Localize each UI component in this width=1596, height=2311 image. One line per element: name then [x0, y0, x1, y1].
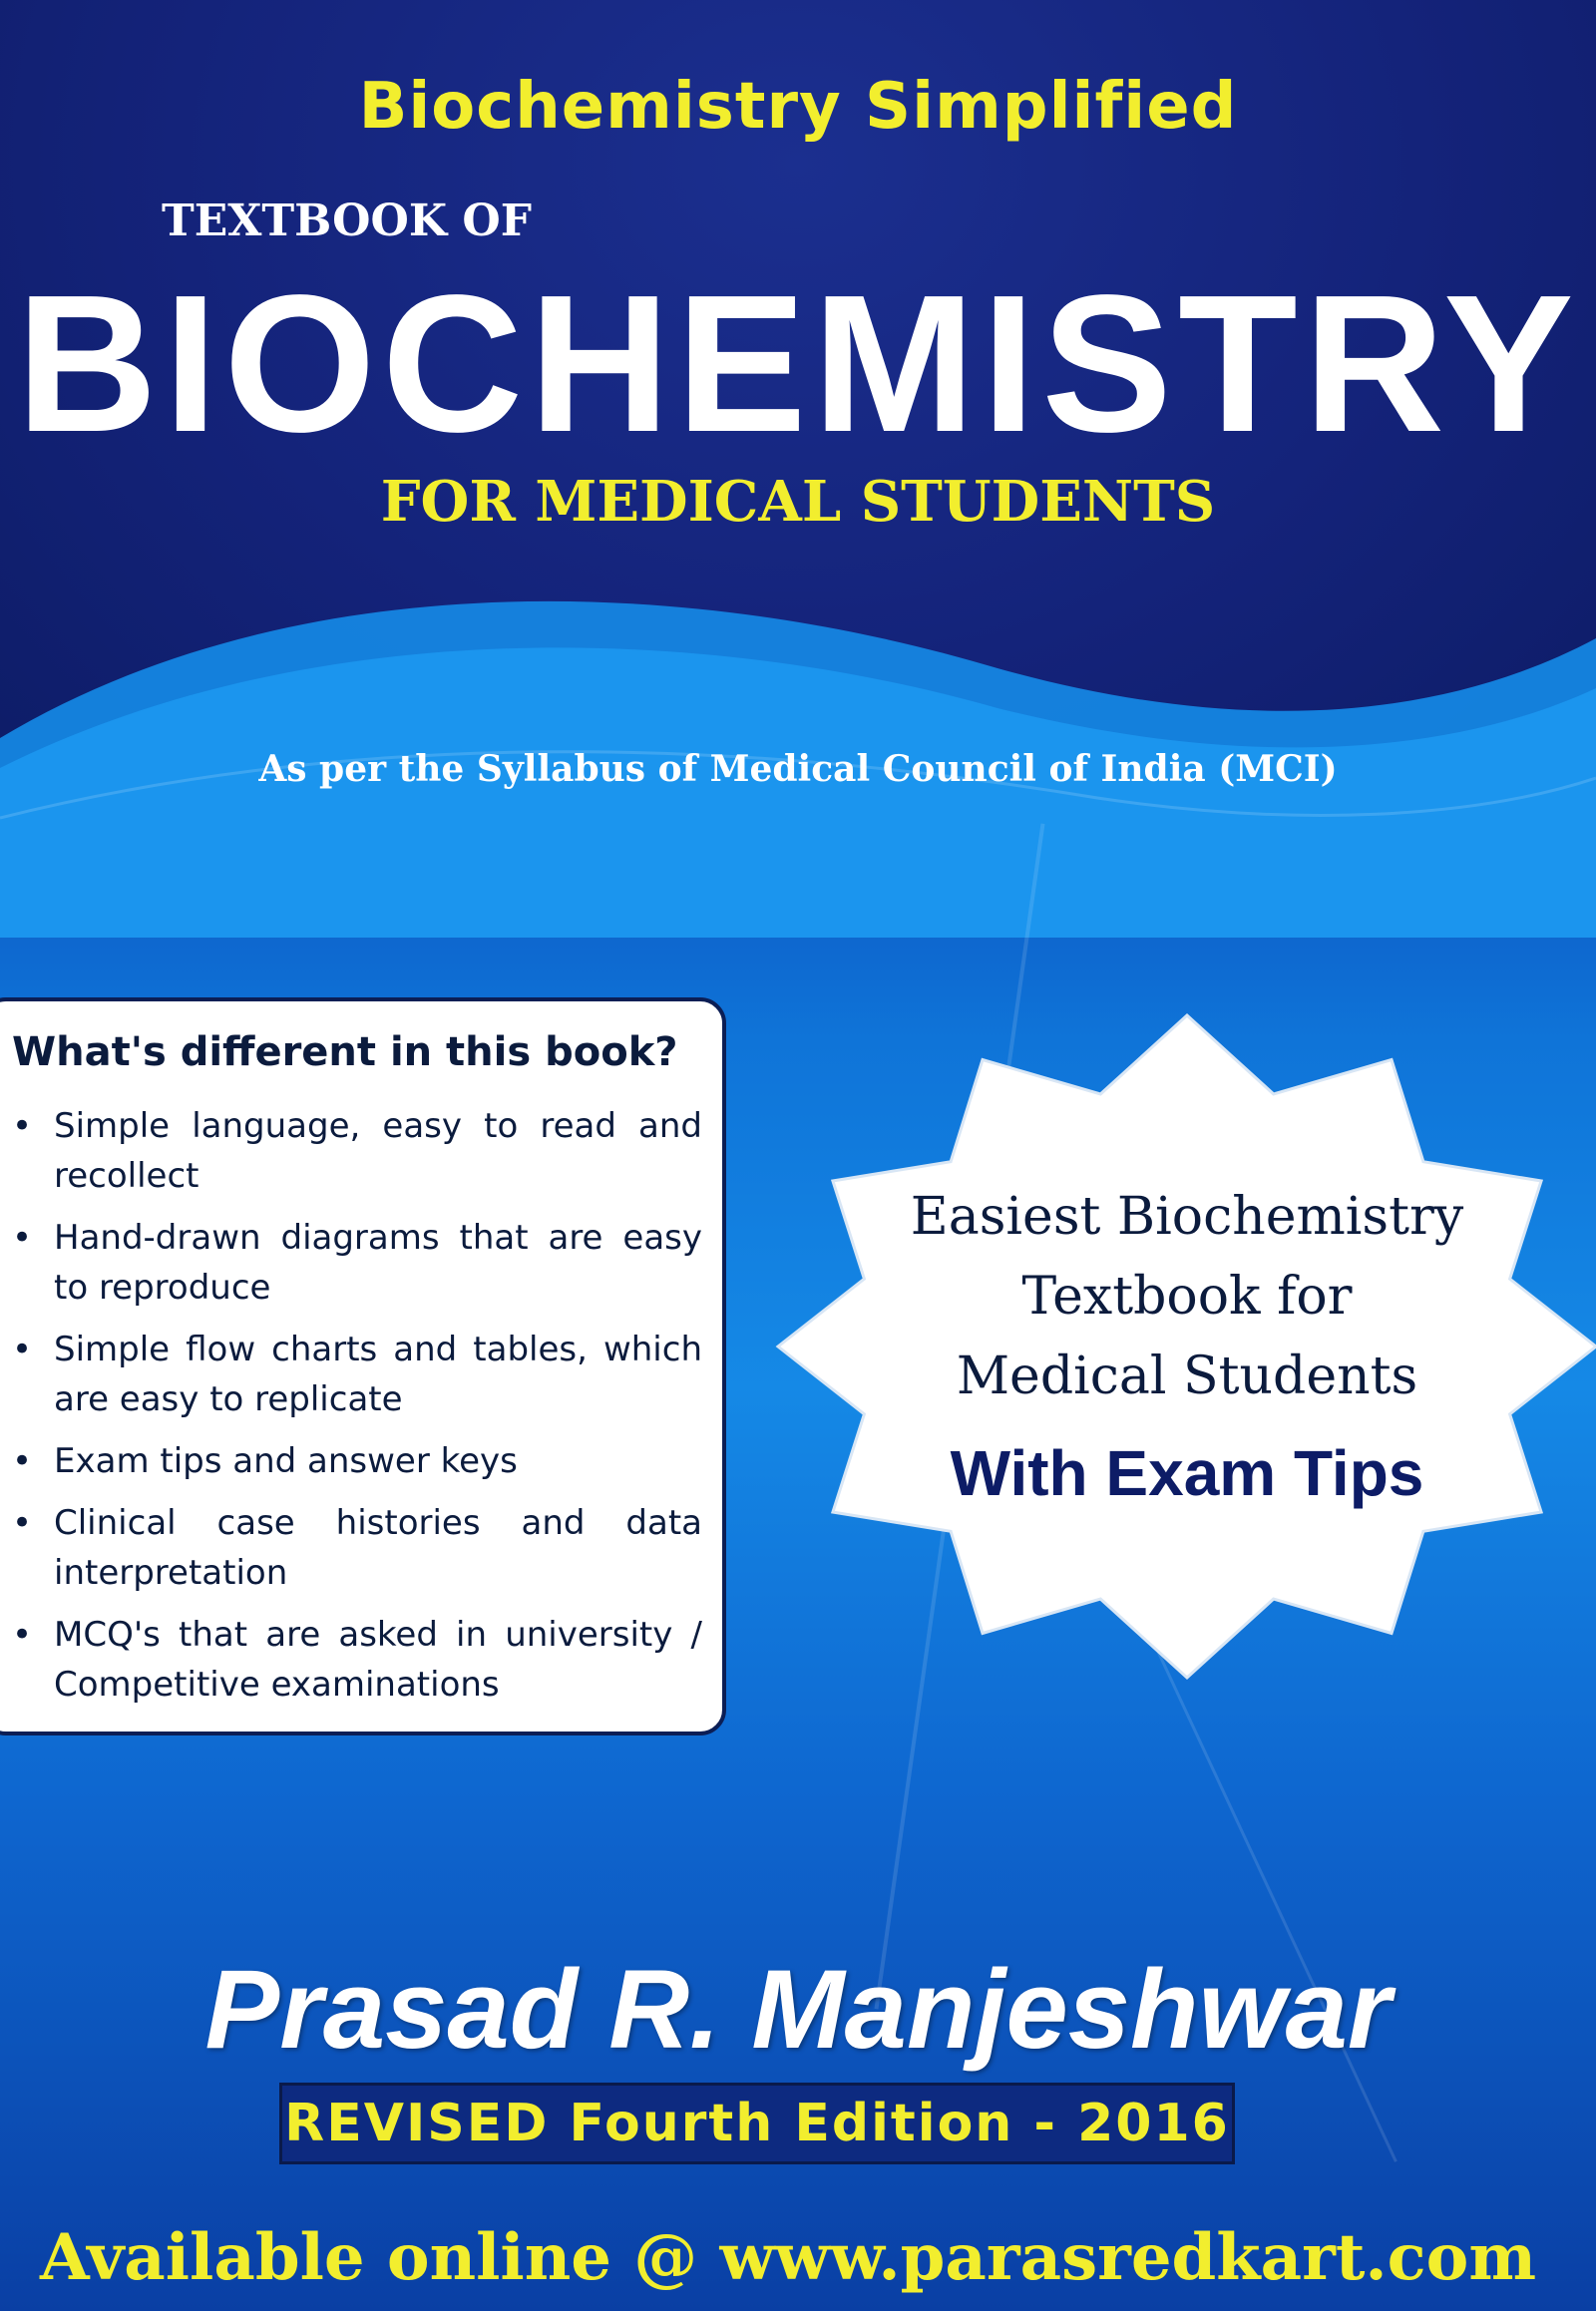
- feature-item: • Hand-drawn diagrams that are easy to reproduce: [4, 1213, 702, 1313]
- starburst-tagline: Easiest Biochemistry Textbook for Medical Students: [910, 1187, 1464, 1406]
- book-subtitle: FOR MEDICAL STUDENTS: [380, 469, 1216, 535]
- edition-label: REVISED Fourth Edition - 2016: [284, 2094, 1230, 2153]
- edition-banner: [279, 2083, 1235, 2164]
- starburst-text: [778, 1177, 1596, 1510]
- series-name: Biochemistry Simplified: [358, 70, 1238, 144]
- wave-decoration: [0, 519, 1596, 938]
- starburst-highlight: With Exam Tips: [950, 1437, 1424, 1509]
- feature-item: • Clinical case histories and data interpretation: [4, 1498, 702, 1598]
- features-box: [0, 997, 726, 1735]
- feature-item: • MCQ's that are asked in university / Competitive examinations: [4, 1610, 702, 1710]
- feature-item: • Exam tips and answer keys: [4, 1436, 702, 1486]
- book-title: BIOCHEMISTRY: [16, 254, 1580, 473]
- features-list: [4, 1101, 702, 1722]
- title-prefix: TEXTBOOK OF: [162, 195, 532, 246]
- syllabus-note: As per the Syllabus of Medical Council of India (MCI): [258, 748, 1338, 790]
- features-heading: What's different in this book?: [12, 1029, 678, 1075]
- website-note: Available online @ www.parasredkart.com: [40, 2220, 1537, 2295]
- feature-item: • Simple flow charts and tables, which are easy to replicate: [4, 1325, 702, 1424]
- author-name: Prasad R. Manjeshwar: [204, 1947, 1392, 2072]
- feature-item: • Simple language, easy to read and recollect: [4, 1101, 702, 1201]
